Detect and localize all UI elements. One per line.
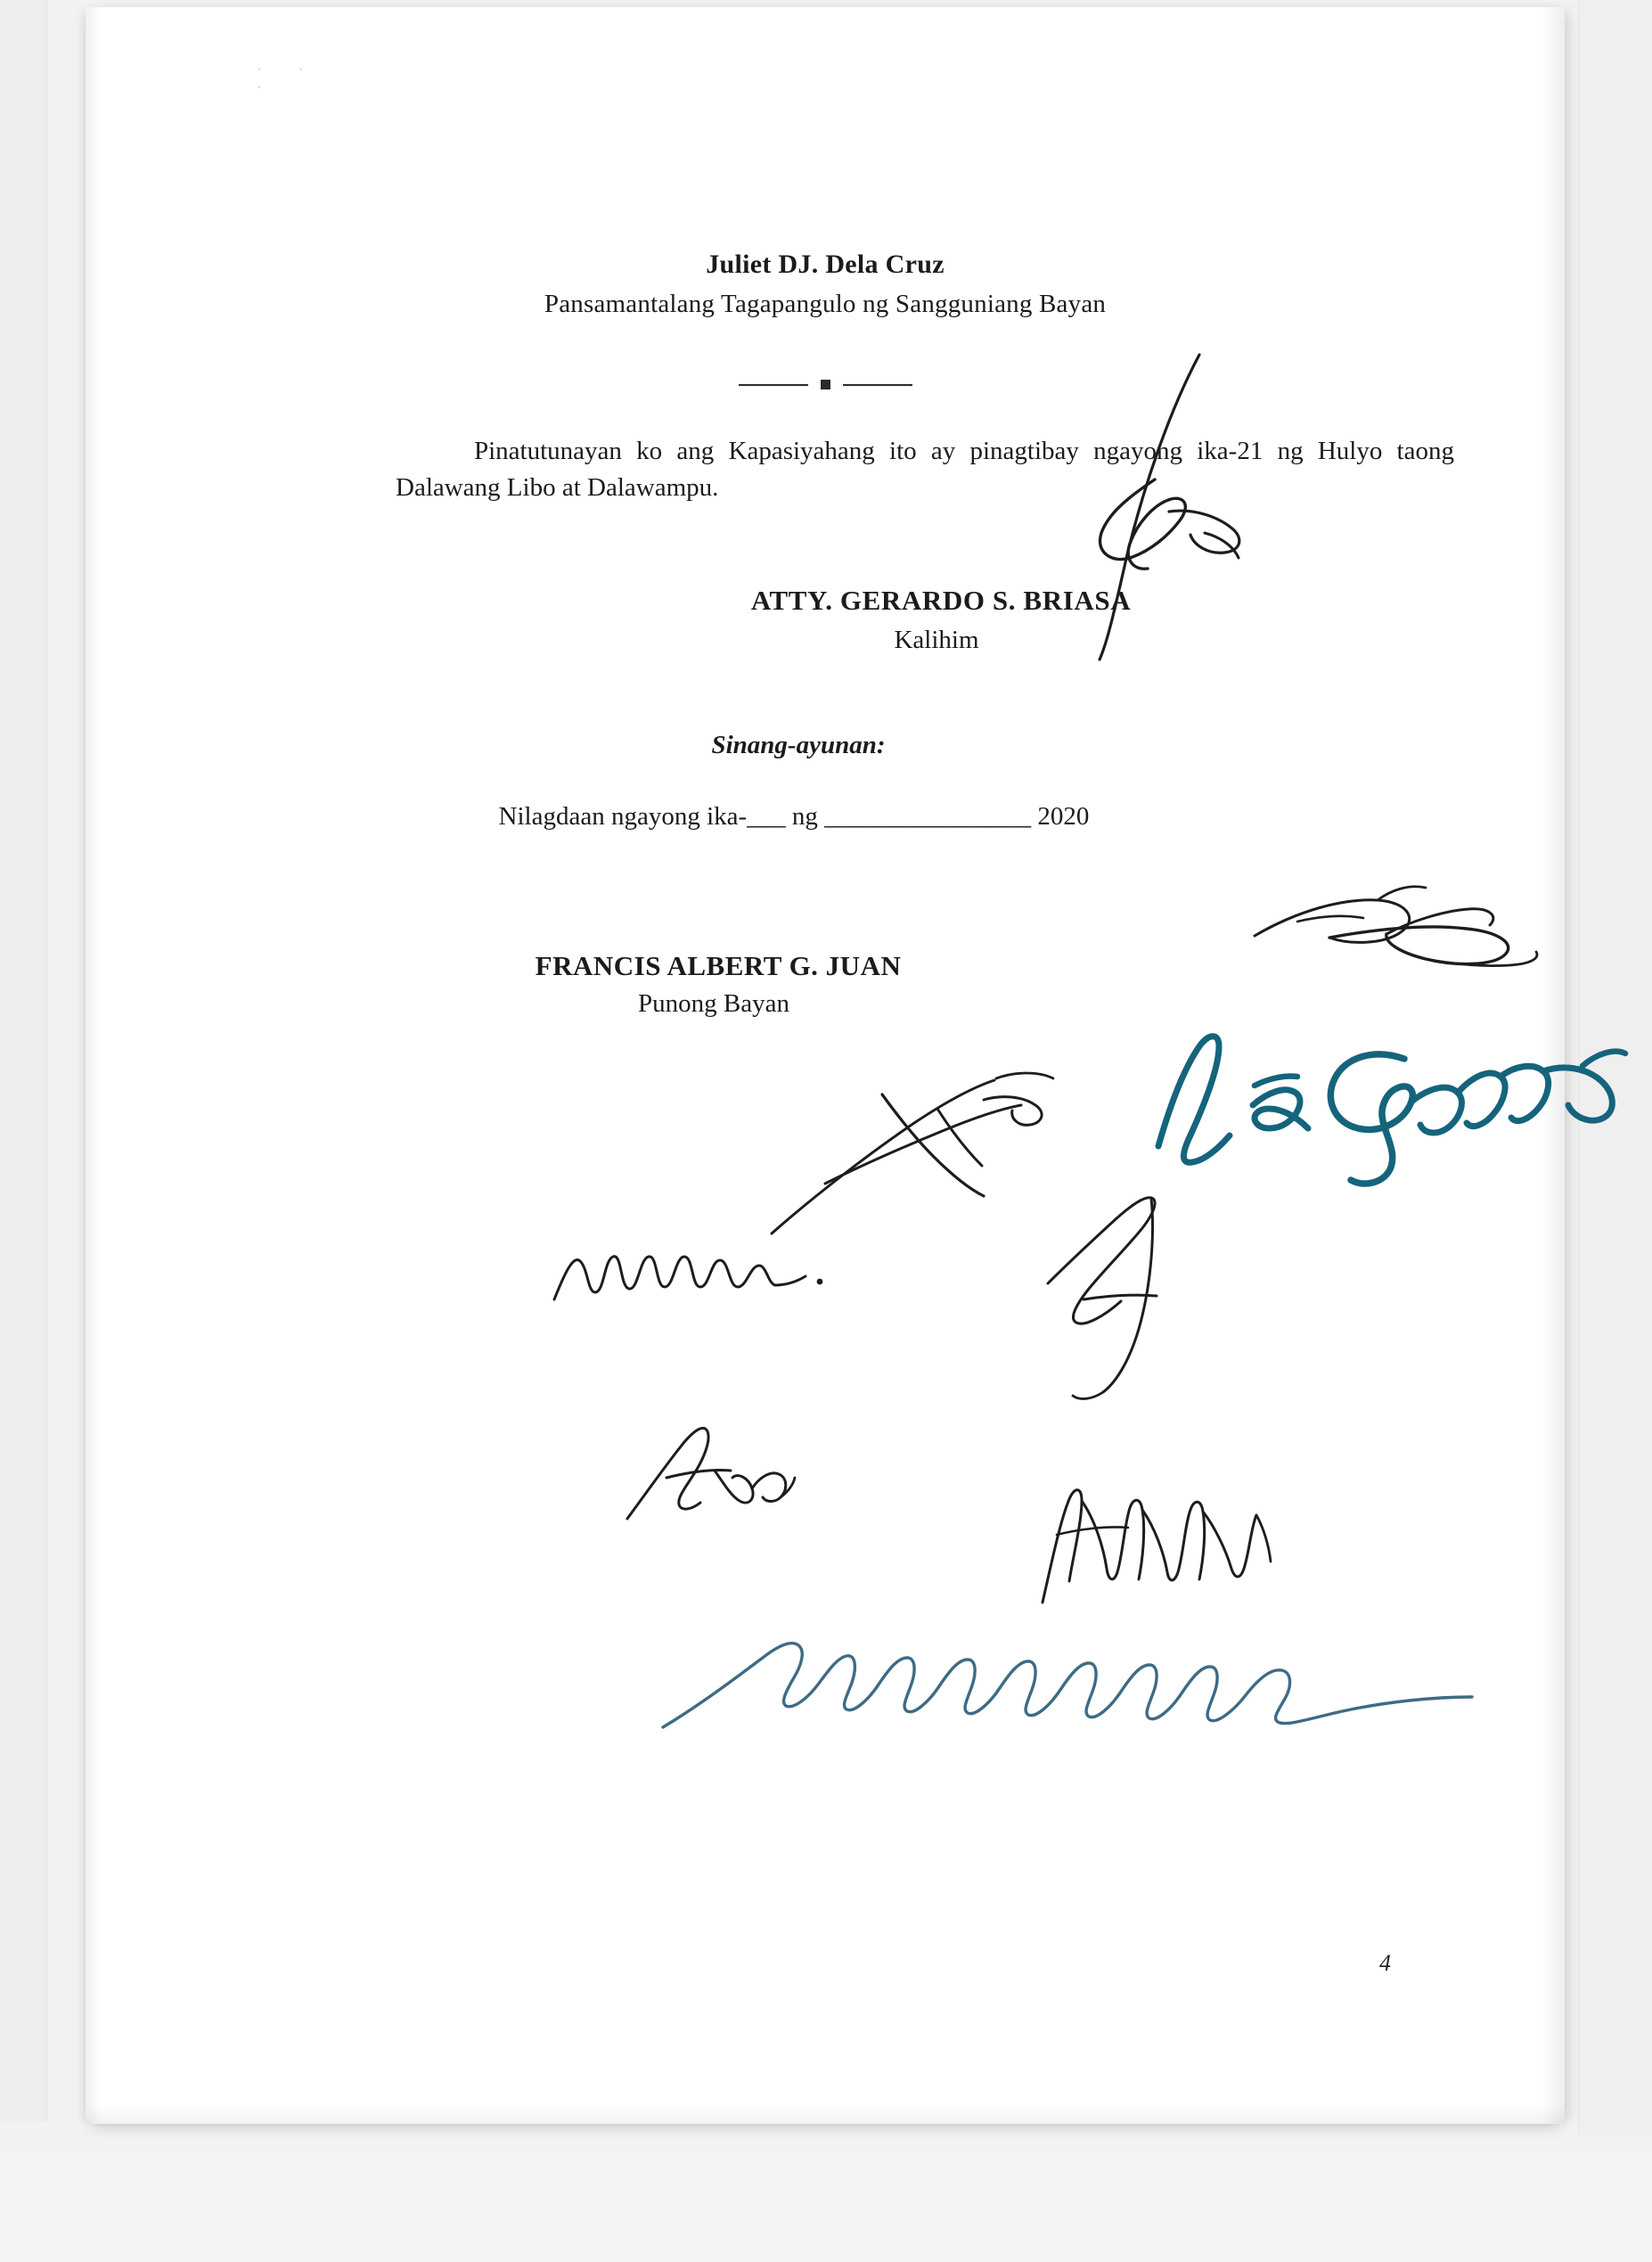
- secretary-signature: [994, 346, 1280, 667]
- mayor-name: FRANCIS ALBERT G. JUAN: [535, 950, 902, 981]
- page-edge-shadow-bottom: [86, 2104, 1565, 2124]
- chairperson-name: Juliet DJ. Dela Cruz: [706, 250, 945, 279]
- councilor-signature-5: [620, 1415, 798, 1531]
- divider-square-icon: [821, 380, 830, 389]
- secretary-name: ATTY. GERARDO S. BRIASA: [750, 585, 1132, 616]
- councilor-signature-2: [763, 1059, 1066, 1237]
- councilor-signature-6: [1030, 1469, 1280, 1611]
- signature-layer: [86, 7, 1565, 2124]
- councilor-signature-4: [1030, 1184, 1208, 1406]
- scanner-right-band: [1578, 0, 1652, 2135]
- concurrence-label: Sinang-ayunan:: [711, 731, 886, 759]
- divider-rule-left: [739, 384, 808, 386]
- divider-rule-right: [843, 384, 912, 386]
- chairperson-title: Pansamantalang Tagapangulo ng Sangguniang Bayan: [544, 290, 1107, 318]
- section-divider: [86, 380, 1565, 389]
- scanner-bottom-band: [0, 2151, 1652, 2262]
- secretary-title: Kalihim: [894, 626, 979, 654]
- page-edge-shadow-right: [1542, 7, 1565, 2124]
- page-number: 4: [1379, 1950, 1391, 1976]
- signed-date-line: Nilagdaan ngayong ika-___ ng ________________ 2020: [498, 802, 1090, 831]
- councilor-signature-3: [549, 1210, 843, 1326]
- page-edge-shadow-left: [86, 7, 102, 2124]
- mayor-title: Punong Bayan: [638, 989, 789, 1018]
- document-page: [86, 7, 1565, 2124]
- councilor-signature-7: [656, 1620, 1484, 1736]
- certification-paragraph: Pinatutunayan ko ang Kapasiyahang ito ay pinagtibay ngayong ika-21 ng Hulyo taong Dalawang Libo at Dalawampu.: [396, 437, 1454, 502]
- scan-artifact-marks: ᛫ ᛫ ᛫: [255, 62, 320, 97]
- scanner-left-band: [0, 0, 47, 2121]
